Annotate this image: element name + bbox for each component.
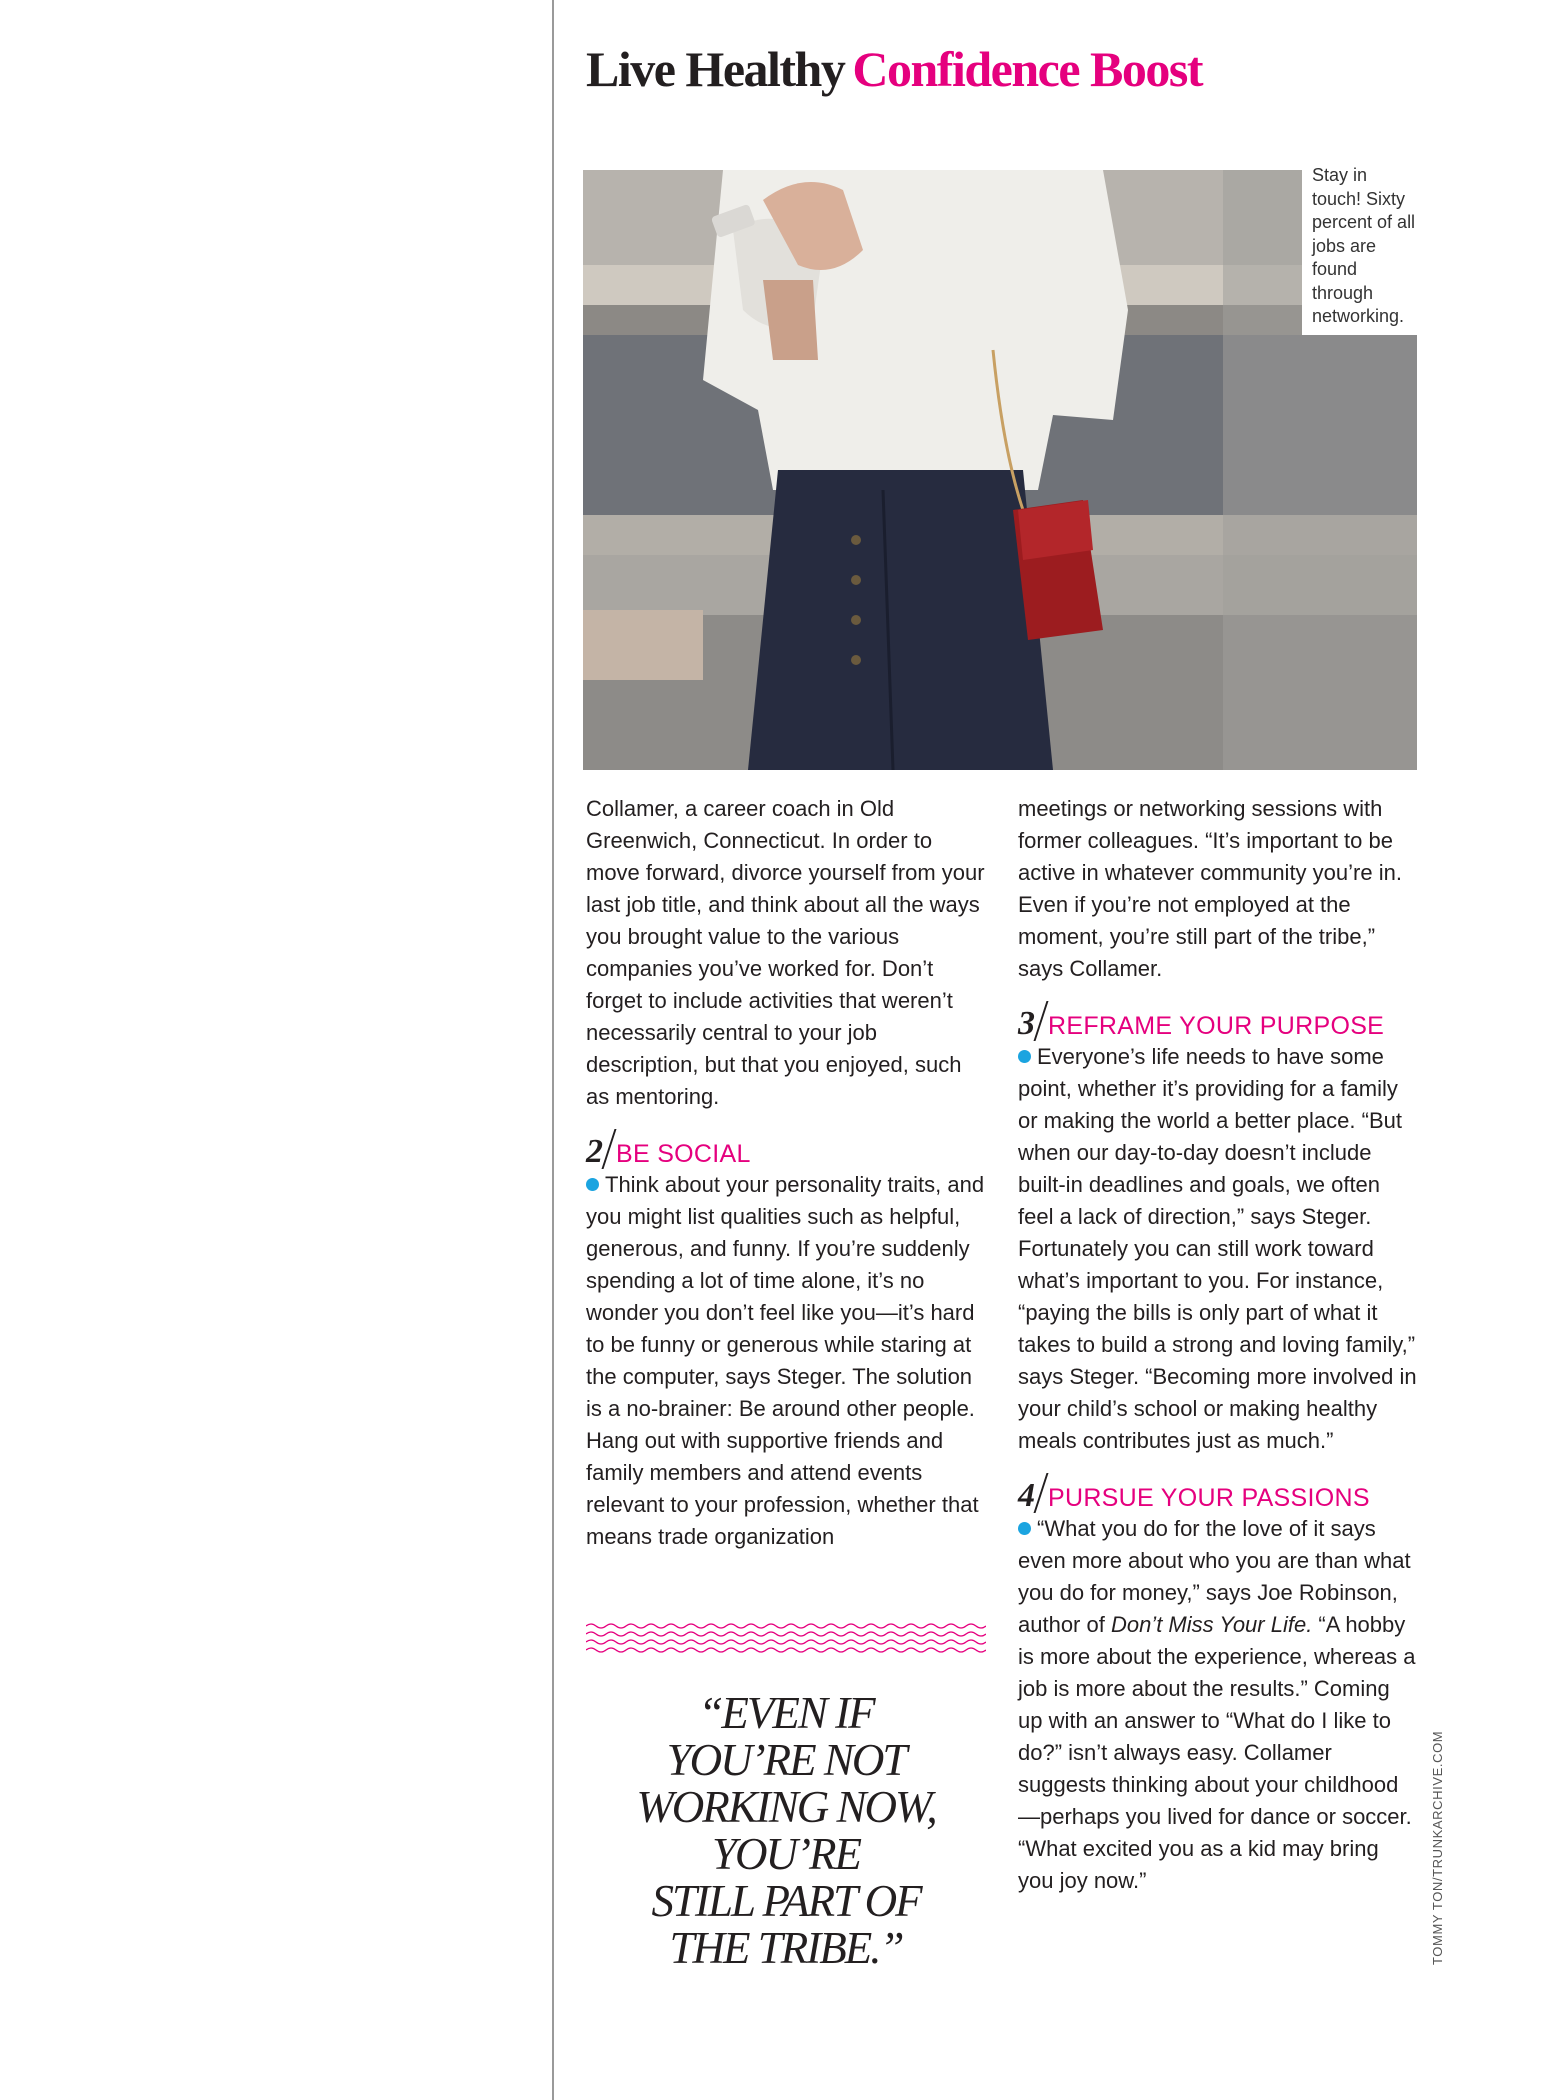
section-number: 4 [1018, 1477, 1035, 1514]
section-title: REFRAME YOUR PURPOSE [1048, 1012, 1385, 1040]
section-title: BE SOCIAL [616, 1140, 751, 1168]
page-gutter-divider [552, 0, 554, 2100]
article-column-left [586, 793, 986, 1553]
section-2-paragraph [586, 1169, 986, 1553]
book-title: Don’t Miss Your Life. [1110, 1612, 1313, 1637]
slash-divider [602, 1129, 617, 1169]
wavy-divider-ornament [586, 1620, 986, 1660]
continued-paragraph: meetings or networking sessions with former colleagues. “It’s important to be active in whatever community you’re in. Even if you’re not employed at the moment, you’re still part of the tribe,” says Collamer. [1018, 796, 1402, 981]
section-number: 3 [1018, 1005, 1035, 1042]
pull-quote-line: STILL PART OF [651, 1876, 921, 1926]
street-style-photo-illustration [583, 170, 1417, 770]
section-4-body-start: “What you do for the love of it says even more about who you are than what you do for money,” says Joe Robinson, author of [1018, 1516, 1411, 1637]
pull-quote-line: YOU’RE [712, 1829, 860, 1879]
section-4-paragraph [1018, 1513, 1418, 1897]
section-title: PURSUE YOUR PASSIONS [1048, 1484, 1370, 1512]
slash-divider [1034, 1473, 1049, 1513]
slash-divider [1034, 1001, 1049, 1041]
photo-credit: TOMMY TON/TRUNKARCHIVE.COM [1430, 1730, 1445, 1965]
section-heading-3 [1018, 999, 1418, 1041]
section-2-body: Think about your personality traits, and you might list qualities such as helpful, generous, and funny. If you’re suddenly spending a lot of time alone, it’s no wonder you don’t feel like you—it’s hard to be funny or generous while staring at the computer, says Steger. The solution is a no-brainer: Be around other people. Hang out with supportive friends and family members and attend events relevant to your profession, whether that means trade organization [586, 1172, 985, 1549]
page-header [586, 40, 1202, 98]
header-section-name: Live Healthy [586, 41, 845, 97]
pull-quote-line: YOU’RE NOT [666, 1735, 906, 1785]
header-topic: Confidence Boost [852, 41, 1202, 97]
article-photo [583, 170, 1417, 770]
photo-caption: Stay in touch! Sixty percent of all jobs are found through networking. [1302, 164, 1424, 335]
article-column-right [1018, 793, 1418, 1897]
section-3-body: Everyone’s life needs to have some point, whether it’s providing for a family or making the world a better place. “But when our day-to-day doesn’t include built-in deadlines and goals, we often feel a lack of direction,” says Steger. Fortunately you can still work toward what’s important to you. For instance, “paying the bills is only part of what it takes to build a strong and loving family,” says Steger. “Becoming more involved in your child’s school or making healthy meals contributes just as much.” [1018, 1044, 1417, 1453]
intro-paragraph: Collamer, a career coach in Old Greenwich, Connecticut. In order to move forward, divorce yourself from your last job title, and think about all the ways you brought value to the various companies you’ve worked for. Don’t forget to include activities that weren’t necessarily central to your job description, but that you enjoyed, such as mentoring. [586, 796, 985, 1109]
pull-quote [586, 1690, 986, 1972]
section-heading-4 [1018, 1471, 1418, 1513]
pull-quote-line: THE TRIBE.” [669, 1923, 903, 1973]
bullet-dot-icon [586, 1178, 599, 1191]
section-4-body-end: “A hobby is more about the experience, whereas a job is more about the results.” Coming up with an answer to “What do I like to do?” isn’t always easy. Collamer suggests thinking about your childhood—perhaps you lived for dance or soccer. “What excited you as a kid may bring you joy now.” [1018, 1612, 1416, 1893]
pull-quote-line: WORKING NOW, [636, 1782, 936, 1832]
bullet-dot-icon [1018, 1050, 1031, 1063]
pull-quote-line: “EVEN IF [698, 1688, 874, 1738]
section-number: 2 [586, 1133, 603, 1170]
section-heading-2 [586, 1127, 986, 1169]
section-3-paragraph [1018, 1041, 1418, 1457]
bullet-dot-icon [1018, 1522, 1031, 1535]
